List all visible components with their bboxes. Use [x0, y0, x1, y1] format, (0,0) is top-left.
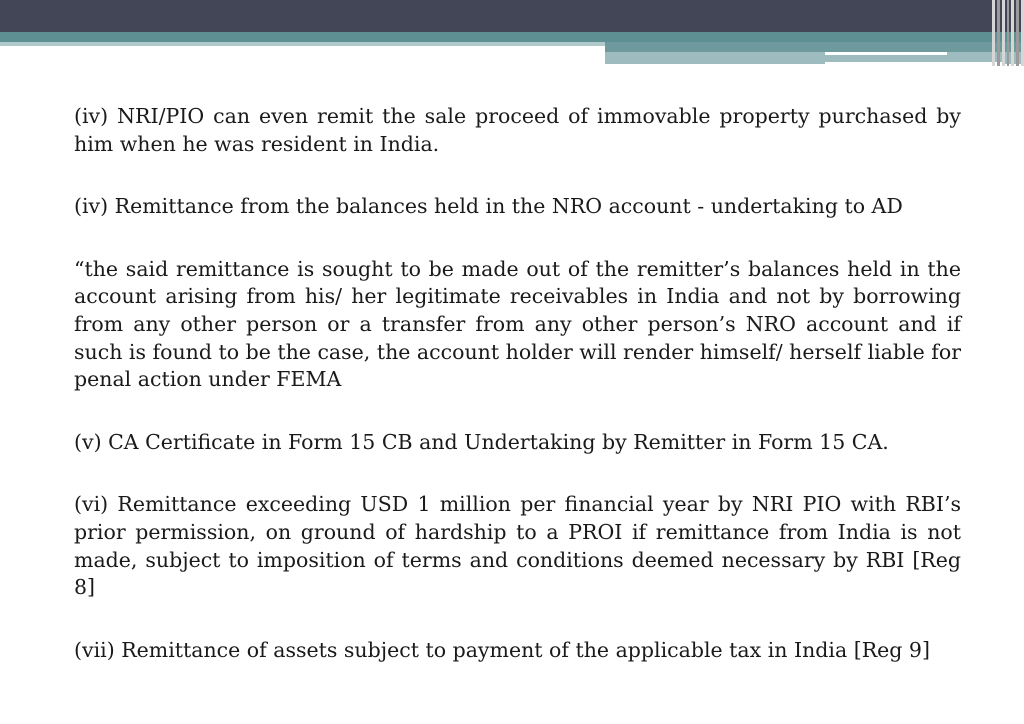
stripe — [1016, 0, 1019, 66]
header-teal-bar — [0, 32, 1024, 42]
stripe — [992, 0, 995, 66]
paragraph-ca-certificate: (v) CA Certificate in Form 15 CB and Undertaking by Remitter in Form 15 CA. — [74, 429, 889, 454]
header-white-line-lower — [825, 62, 1005, 64]
header-dark-bar — [0, 0, 1024, 32]
header-teal-shadow — [0, 42, 605, 46]
paragraph-assets-remittance: (vii) Remittance of assets subject to payment of the applicable tax in India [Reg 9] — [74, 637, 930, 662]
paragraph-nro-remittance: (iv) Remittance from the balances held in the NRO account - undertaking to AD — [74, 194, 903, 219]
stripe — [997, 0, 1000, 66]
stripe — [1011, 0, 1014, 66]
stripe — [1007, 0, 1010, 66]
header-white-line — [825, 52, 947, 55]
stripe — [1002, 0, 1005, 66]
paragraph-usd-limit: (vi) Remittance exceeding USD 1 million per financial year by NRI PIO with RBI’s prior permission, on ground of hardship to a PROI if remittance from India is not made, subject to imposition of terms and conditions deemed necessary by RBI [Reg 8] — [74, 492, 961, 600]
paragraph-undertaking-quote: “the said remittance is sought to be made out of the remitter’s balances held in the account arising from his/ her legitimate receivables in India and not by borrowing from any other person or a transfer from any other person’s NRO account and if such is found to be the case, the account holder will render himself/ herself liable for penal action under FEMA — [74, 256, 961, 392]
header-stripes — [992, 0, 1024, 66]
slide-body — [74, 103, 961, 664]
paragraph-immovable-property: (iv) NRI/PIO can even remit the sale proceed of immovable property purchased by him when he was resident in India. — [74, 104, 961, 156]
